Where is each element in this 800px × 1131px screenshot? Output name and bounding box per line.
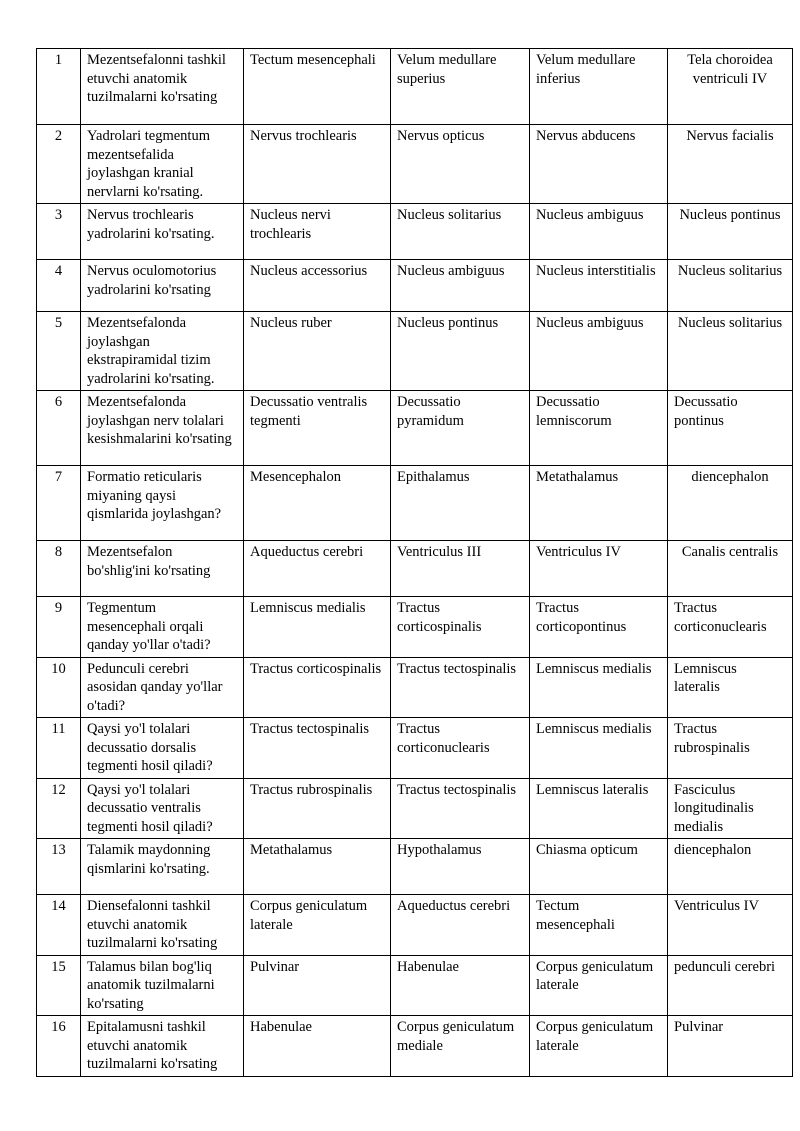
answer-option-a: Metathalamus [244, 839, 391, 895]
question-cell: Tegmentum mesencephali orqali qanday yo'llar o'tadi? [81, 597, 244, 658]
answer-option-b: Aqueductus cerebri [391, 895, 530, 956]
row-number: 7 [37, 466, 81, 541]
answer-option-c: Tectum mesencephali [530, 895, 668, 956]
answer-option-d: Ventriculus IV [668, 895, 793, 956]
answer-option-b: Tractus corticonuclearis [391, 718, 530, 779]
answer-option-d: Nucleus pontinus [668, 204, 793, 260]
answer-option-c: Corpus geniculatum laterale [530, 1016, 668, 1077]
answer-option-d: Nucleus solitarius [668, 260, 793, 312]
answer-option-d: Fasciculus longitudinalis medialis [668, 778, 793, 839]
answer-option-a: Nucleus ruber [244, 312, 391, 391]
table-row [37, 839, 793, 895]
answer-option-c: Velum medullare inferius [530, 49, 668, 125]
answer-option-a: Pulvinar [244, 955, 391, 1016]
table-row [37, 125, 793, 204]
answer-option-b: Tractus tectospinalis [391, 778, 530, 839]
answer-option-b: Nucleus solitarius [391, 204, 530, 260]
answer-option-d: Nervus facialis [668, 125, 793, 204]
answer-option-a: Tractus tectospinalis [244, 718, 391, 779]
row-number: 3 [37, 204, 81, 260]
answer-option-b: Habenulae [391, 955, 530, 1016]
answer-option-c: Ventriculus IV [530, 541, 668, 597]
question-cell: Mezentsefalon bo'shlig'ini ko'rsating [81, 541, 244, 597]
row-number: 5 [37, 312, 81, 391]
table-row [37, 955, 793, 1016]
question-cell: Nervus trochlearis yadrolarini ko'rsating. [81, 204, 244, 260]
answer-option-c: Decussatio lemniscorum [530, 391, 668, 466]
answer-option-c: Tractus corticopontinus [530, 597, 668, 658]
table-row [37, 541, 793, 597]
question-cell: Qaysi yo'l tolalari decussatio ventralis tegmenti hosil qiladi? [81, 778, 244, 839]
answer-option-b: Epithalamus [391, 466, 530, 541]
question-cell: Mezentsefalonda joylashgan ekstrapiramidal tizim yadrolarini ko'rsating. [81, 312, 244, 391]
row-number: 8 [37, 541, 81, 597]
answer-option-a: Lemniscus medialis [244, 597, 391, 658]
answer-option-d: Tractus rubrospinalis [668, 718, 793, 779]
row-number: 4 [37, 260, 81, 312]
row-number: 9 [37, 597, 81, 658]
answer-option-a: Nucleus nervi trochlearis [244, 204, 391, 260]
answer-option-c: Metathalamus [530, 466, 668, 541]
row-number: 2 [37, 125, 81, 204]
table-row [37, 657, 793, 718]
answer-option-b: Nucleus pontinus [391, 312, 530, 391]
table-row [37, 204, 793, 260]
question-cell: Mezentsefalonda joylashgan nerv tolalari kesishmalarini ko'rsating [81, 391, 244, 466]
answer-option-a: Tractus rubrospinalis [244, 778, 391, 839]
answer-option-c: Nucleus ambiguus [530, 204, 668, 260]
answer-option-c: Lemniscus medialis [530, 718, 668, 779]
answer-option-c: Nucleus interstitialis [530, 260, 668, 312]
answer-option-a: Mesencephalon [244, 466, 391, 541]
table-row [37, 49, 793, 125]
question-cell: Pedunculi cerebri asosidan qanday yo'llar o'tadi? [81, 657, 244, 718]
table-row [37, 718, 793, 779]
row-number: 15 [37, 955, 81, 1016]
row-number: 1 [37, 49, 81, 125]
question-cell: Qaysi yo'l tolalari decussatio dorsalis tegmenti hosil qiladi? [81, 718, 244, 779]
answer-option-c: Lemniscus medialis [530, 657, 668, 718]
answer-option-b: Ventriculus III [391, 541, 530, 597]
table-row [37, 312, 793, 391]
question-cell: Formatio reticularis miyaning qaysi qismlarida joylashgan? [81, 466, 244, 541]
table-row [37, 391, 793, 466]
answer-option-b: Corpus geniculatum mediale [391, 1016, 530, 1077]
answer-option-b: Tractus corticospinalis [391, 597, 530, 658]
answer-option-b: Nucleus ambiguus [391, 260, 530, 312]
answer-option-a: Decussatio ventralis tegmenti [244, 391, 391, 466]
answer-option-c: Lemniscus lateralis [530, 778, 668, 839]
question-cell: Epitalamusni tashkil etuvchi anatomik tuzilmalarni ko'rsating [81, 1016, 244, 1077]
row-number: 13 [37, 839, 81, 895]
answer-option-d: Lemniscus lateralis [668, 657, 793, 718]
answer-option-d: Canalis centralis [668, 541, 793, 597]
question-cell: Diensefalonni tashkil etuvchi anatomik tuzilmalarni ko'rsating [81, 895, 244, 956]
answer-option-d: diencephalon [668, 839, 793, 895]
answer-option-a: Habenulae [244, 1016, 391, 1077]
row-number: 16 [37, 1016, 81, 1077]
answer-option-c: Chiasma opticum [530, 839, 668, 895]
answer-option-a: Nervus trochlearis [244, 125, 391, 204]
table-row [37, 895, 793, 956]
answer-option-d: Tractus corticonuclearis [668, 597, 793, 658]
answer-option-a: Corpus geniculatum laterale [244, 895, 391, 956]
answer-option-a: Aqueductus cerebri [244, 541, 391, 597]
answer-option-b: Tractus tectospinalis [391, 657, 530, 718]
row-number: 14 [37, 895, 81, 956]
table-row [37, 466, 793, 541]
answer-option-d: Decussatio pontinus [668, 391, 793, 466]
answer-option-a: Tectum mesencephali [244, 49, 391, 125]
question-cell: Mezentsefalonni tashkil etuvchi anatomik tuzilmalarni ko'rsating [81, 49, 244, 125]
row-number: 6 [37, 391, 81, 466]
row-number: 12 [37, 778, 81, 839]
answer-option-b: Nervus opticus [391, 125, 530, 204]
table-row [37, 1016, 793, 1077]
row-number: 11 [37, 718, 81, 779]
answer-option-c: Nervus abducens [530, 125, 668, 204]
answer-option-d: Pulvinar [668, 1016, 793, 1077]
answer-option-d: pedunculi cerebri [668, 955, 793, 1016]
question-cell: Talamus bilan bog'liq anatomik tuzilmalarni ko'rsating [81, 955, 244, 1016]
question-cell: Talamik maydonning qismlarini ko'rsating. [81, 839, 244, 895]
answer-option-b: Velum medullare superius [391, 49, 530, 125]
answer-option-b: Decussatio pyramidum [391, 391, 530, 466]
question-cell: Yadrolari tegmentum mezentsefalida joylashgan kranial nervlarni ko'rsating. [81, 125, 244, 204]
answer-option-d: diencephalon [668, 466, 793, 541]
question-cell: Nervus oculomotorius yadrolarini ko'rsating [81, 260, 244, 312]
questions-table [36, 48, 793, 1077]
answer-option-a: Nucleus accessorius [244, 260, 391, 312]
table-row [37, 597, 793, 658]
answer-option-c: Corpus geniculatum laterale [530, 955, 668, 1016]
table-row [37, 778, 793, 839]
row-number: 10 [37, 657, 81, 718]
answer-option-b: Hypothalamus [391, 839, 530, 895]
answer-option-a: Tractus corticospinalis [244, 657, 391, 718]
table-row [37, 260, 793, 312]
answer-option-d: Tela choroidea ventriculi IV [668, 49, 793, 125]
answer-option-d: Nucleus solitarius [668, 312, 793, 391]
answer-option-c: Nucleus ambiguus [530, 312, 668, 391]
